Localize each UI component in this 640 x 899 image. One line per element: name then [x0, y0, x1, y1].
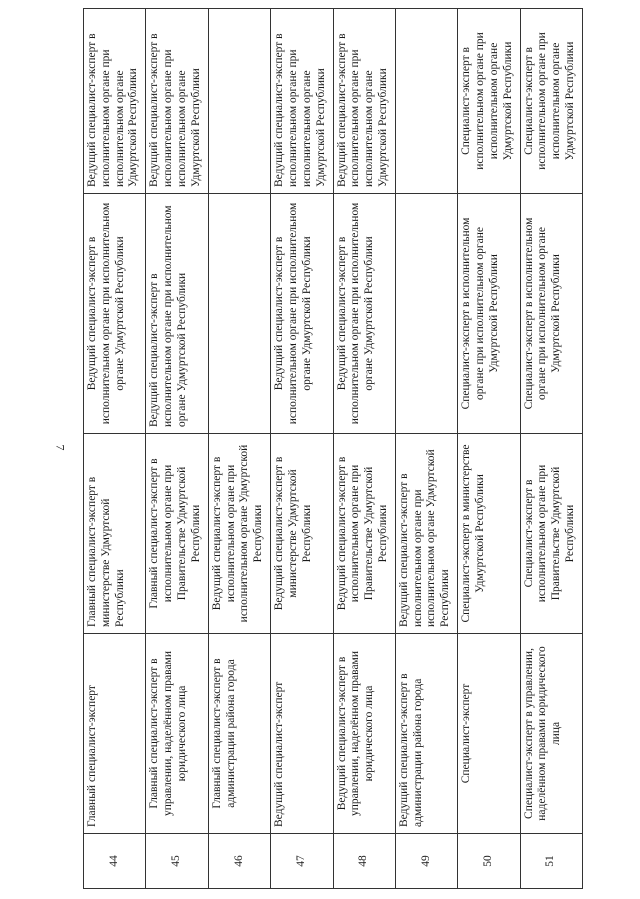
row-number: 51	[520, 834, 582, 889]
column-4-cell: Ведущий специалист-эксперт в исполнительном органе при исполнительном органе Удмуртской Республики	[146, 194, 208, 434]
table-row	[333, 9, 395, 889]
column-3-cell: Главный специалист-эксперт в министерстве Удмуртской Республики	[84, 434, 146, 634]
position-cell: Главный специалист-эксперт	[84, 634, 146, 834]
column-3-cell: Главный специалист-эксперт в исполнительном органе при Правительстве Удмуртской Республики	[146, 434, 208, 634]
positions-table	[83, 8, 583, 889]
row-number: 44	[84, 834, 146, 889]
position-cell: Главный специалист-эксперт в управлении, наделённом правами юридического лица	[146, 634, 208, 834]
row-number: 49	[395, 834, 457, 889]
position-cell: Главный специалист-эксперт в администрации района города	[208, 634, 270, 834]
column-4-cell: Специалист-эксперт в исполнительном органе при исполнительном органе Удмуртской Республики	[520, 194, 582, 434]
column-5-cell	[208, 9, 270, 194]
column-5-cell: Специалист-эксперт в исполнительном органе при исполнительном органе Удмуртской Республики	[520, 9, 582, 194]
column-5-cell	[395, 9, 457, 194]
column-5-cell: Ведущий специалист-эксперт в исполнительном органе при исполнительном органе Удмуртской Республики	[84, 9, 146, 194]
column-3-cell: Ведущий специалист-эксперт в министерстве Удмуртской Республики	[271, 434, 333, 634]
position-cell: Ведущий специалист-эксперт	[271, 634, 333, 834]
column-3-cell: Ведущий специалист-эксперт в исполнительном органе при исполнительном органе Удмуртской Республики	[395, 434, 457, 634]
rotated-table-container	[83, 9, 583, 889]
row-number: 45	[146, 834, 208, 889]
column-4-cell	[208, 194, 270, 434]
row-number: 50	[458, 834, 520, 889]
position-cell: Ведущий специалист-эксперт в управлении, наделённом правами юридического лица	[333, 634, 395, 834]
position-cell: Специалист-эксперт	[458, 634, 520, 834]
table-row	[84, 9, 146, 889]
table-row	[395, 9, 457, 889]
table-row	[520, 9, 582, 889]
row-number: 47	[271, 834, 333, 889]
table-row	[271, 9, 333, 889]
row-number: 48	[333, 834, 395, 889]
column-5-cell: Специалист-эксперт в исполнительном органе при исполнительном органе Удмуртской Республики	[458, 9, 520, 194]
column-4-cell: Специалист-эксперт в исполнительном органе при исполнительном органе Удмуртской Республики	[458, 194, 520, 434]
column-3-cell: Ведущий специалист-эксперт в исполнительном органе при исполнительном органе Удмуртской Республики	[208, 434, 270, 634]
table-row	[208, 9, 270, 889]
column-3-cell: Ведущий специалист-эксперт в исполнительном органе при Правительстве Удмуртской Республики	[333, 434, 395, 634]
column-4-cell: Ведущий специалист-эксперт в исполнительном органе при исполнительном органе Удмуртской Республики	[84, 194, 146, 434]
column-5-cell: Ведущий специалист-эксперт в исполнительном органе при исполнительном органе Удмуртской Республики	[146, 9, 208, 194]
column-5-cell: Ведущий специалист-эксперт в исполнительном органе при исполнительном органе Удмуртской Республики	[271, 9, 333, 194]
column-4-cell: Ведущий специалист-эксперт в исполнительном органе при исполнительном органе Удмуртской Республики	[333, 194, 395, 434]
row-number: 46	[208, 834, 270, 889]
table-row	[458, 9, 520, 889]
column-4-cell	[395, 194, 457, 434]
table-row	[146, 9, 208, 889]
column-3-cell: Специалист-эксперт в исполнительном органе при Правительстве Удмуртской Республики	[520, 434, 582, 634]
column-4-cell: Ведущий специалист-эксперт в исполнительном органе при исполнительном органе Удмуртской Республики	[271, 194, 333, 434]
position-cell: Ведущий специалист-эксперт в администрации района города	[395, 634, 457, 834]
page-number: 7	[53, 444, 68, 451]
column-5-cell: Ведущий специалист-эксперт в исполнительном органе при исполнительном органе Удмуртской Республики	[333, 9, 395, 194]
column-3-cell: Специалист-эксперт в министерстве Удмуртской Республики	[458, 434, 520, 634]
position-cell: Специалист-эксперт в управлении, наделённом правами юридического лица	[520, 634, 582, 834]
